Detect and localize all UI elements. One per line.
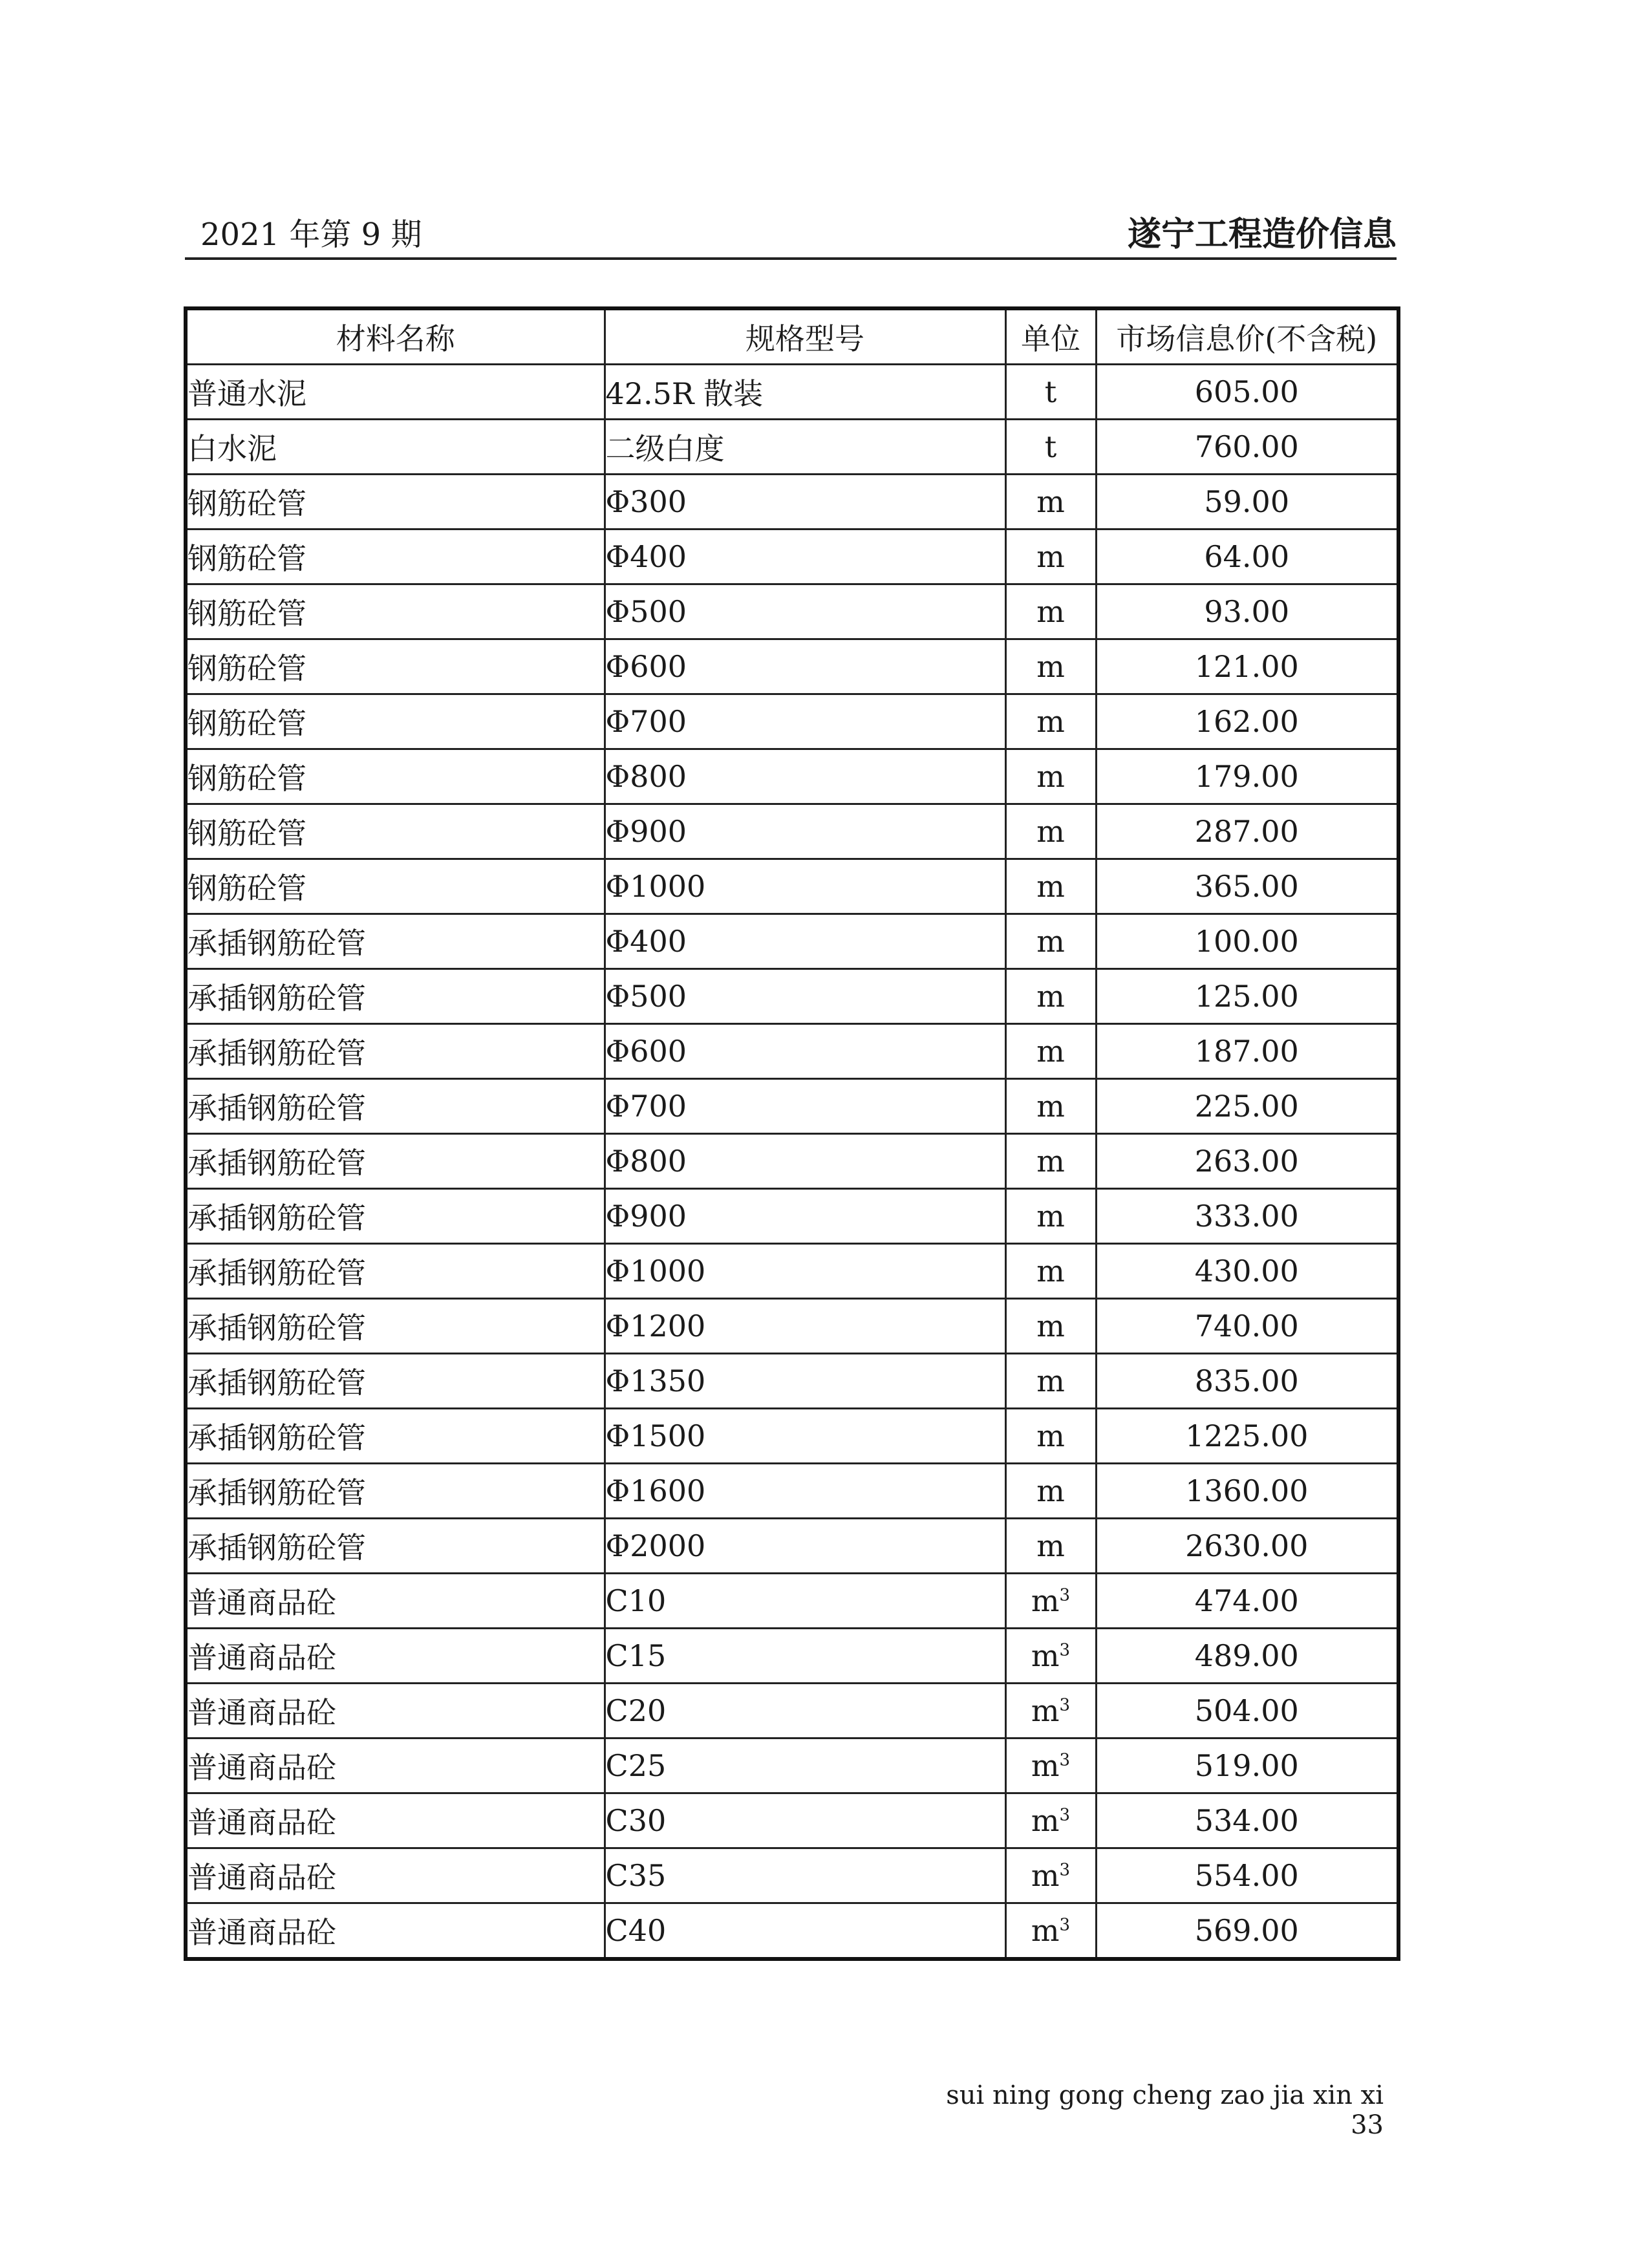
unit-superscript: 3 [1059,1750,1071,1770]
unit-text: m [1036,649,1065,684]
price-cell: 93.00 [1096,584,1398,639]
price-cell: 474.00 [1096,1574,1398,1629]
unit-cell [1005,639,1096,694]
unit-cell [1005,420,1096,475]
unit-cell [1005,1464,1096,1519]
table-row [186,1409,1398,1464]
table-row [186,1574,1398,1629]
spec-cell: Φ500 [605,969,1005,1024]
table-header-row [186,308,1398,365]
price-cell: 1225.00 [1096,1409,1398,1464]
spec-cell: Φ1350 [605,1354,1005,1409]
price-cell: 760.00 [1096,420,1398,475]
table-row [186,1354,1398,1409]
unit-text: m [1036,1254,1065,1289]
material-name-cell: 承插钢筋砼管 [186,1299,605,1354]
unit-superscript: 3 [1059,1695,1071,1715]
table-row [186,749,1398,804]
spec-cell: Φ600 [605,639,1005,694]
table-row [186,1244,1398,1299]
spec-cell: Φ800 [605,749,1005,804]
price-cell: 519.00 [1096,1738,1398,1793]
material-name-cell: 钢筋砼管 [186,639,605,694]
unit-cell [1005,859,1096,914]
unit-cell [1005,1903,1096,1960]
header-unit: 单位 [1005,308,1096,365]
table-row [186,1738,1398,1793]
price-cell: 605.00 [1096,365,1398,420]
spec-cell: Φ300 [605,475,1005,530]
table-row [186,1684,1398,1738]
table-row [186,914,1398,969]
material-name-cell: 钢筋砼管 [186,530,605,584]
unit-cell [1005,1024,1096,1079]
price-cell: 504.00 [1096,1684,1398,1738]
unit-superscript: 3 [1059,1585,1071,1605]
table-row [186,1629,1398,1684]
unit-cell [1005,1684,1096,1738]
table-row [186,639,1398,694]
table-row [186,420,1398,475]
unit-text: m [1036,979,1065,1014]
table-row [186,1848,1398,1903]
unit-text: m [1036,1089,1065,1124]
spec-cell: 二级白度 [605,420,1005,475]
table-row [186,804,1398,859]
spec-cell: Φ600 [605,1024,1005,1079]
material-name-cell: 白水泥 [186,420,605,475]
table-row [186,1464,1398,1519]
spec-cell: C10 [605,1574,1005,1629]
price-cell: 365.00 [1096,859,1398,914]
spec-cell: Φ400 [605,914,1005,969]
spec-cell: Φ700 [605,1079,1005,1134]
material-name-cell: 钢筋砼管 [186,694,605,749]
unit-superscript: 3 [1059,1805,1071,1825]
price-cell: 1360.00 [1096,1464,1398,1519]
page-footer: sui ning gong cheng zao jia xin xi 33 [946,2081,1384,2140]
unit-cell [1005,1134,1096,1189]
unit-cell [1005,749,1096,804]
price-cell: 121.00 [1096,639,1398,694]
price-cell: 2630.00 [1096,1519,1398,1574]
unit-text: m [1036,814,1065,849]
material-name-cell: 承插钢筋砼管 [186,1024,605,1079]
unit-cell [1005,1629,1096,1684]
unit-text: m [1031,1858,1060,1893]
unit-cell [1005,1354,1096,1409]
price-table [184,306,1400,1961]
material-name-cell: 承插钢筋砼管 [186,969,605,1024]
unit-cell [1005,1848,1096,1903]
table-row [186,475,1398,530]
header-price: 市场信息价(不含税) [1096,308,1398,365]
material-name-cell: 普通商品砼 [186,1738,605,1793]
spec-cell: Φ800 [605,1134,1005,1189]
spec-cell: Φ1200 [605,1299,1005,1354]
material-name-cell: 承插钢筋砼管 [186,1519,605,1574]
material-name-cell: 钢筋砼管 [186,859,605,914]
price-cell: 179.00 [1096,749,1398,804]
table-row [186,1189,1398,1244]
unit-text: m [1036,1418,1065,1453]
unit-text: m [1031,1638,1060,1673]
unit-cell [1005,1189,1096,1244]
unit-text: t [1044,374,1057,409]
spec-cell: Φ1000 [605,1244,1005,1299]
unit-cell [1005,969,1096,1024]
unit-cell [1005,475,1096,530]
spec-cell: Φ1500 [605,1409,1005,1464]
spec-cell: 42.5R 散装 [605,365,1005,420]
unit-cell [1005,1519,1096,1574]
unit-text: m [1036,704,1065,739]
material-name-cell: 普通商品砼 [186,1848,605,1903]
price-cell: 187.00 [1096,1024,1398,1079]
price-cell: 162.00 [1096,694,1398,749]
unit-cell [1005,1079,1096,1134]
unit-text: m [1036,1144,1065,1179]
price-cell: 534.00 [1096,1793,1398,1848]
unit-text: m [1036,1473,1065,1508]
table-row [186,859,1398,914]
table-body [186,365,1398,1960]
unit-cell [1005,530,1096,584]
unit-text: m [1036,1199,1065,1234]
unit-text: m [1036,1034,1065,1069]
unit-cell [1005,1409,1096,1464]
price-cell: 225.00 [1096,1079,1398,1134]
table-row [186,1903,1398,1960]
unit-text: m [1031,1913,1060,1948]
page-header [185,206,1397,260]
spec-cell: C40 [605,1903,1005,1960]
spec-cell: C30 [605,1793,1005,1848]
material-name-cell: 承插钢筋砼管 [186,1354,605,1409]
spec-cell: C20 [605,1684,1005,1738]
unit-cell [1005,1793,1096,1848]
unit-cell [1005,1738,1096,1793]
unit-superscript: 3 [1059,1860,1071,1880]
unit-cell [1005,804,1096,859]
spec-cell: Φ1000 [605,859,1005,914]
unit-text: m [1036,539,1065,574]
price-cell: 59.00 [1096,475,1398,530]
material-name-cell: 钢筋砼管 [186,584,605,639]
issue-label: 2021 年第 9 期 [200,217,422,253]
unit-cell [1005,1299,1096,1354]
unit-superscript: 3 [1059,1915,1071,1935]
material-name-cell: 承插钢筋砼管 [186,1079,605,1134]
material-name-cell: 普通商品砼 [186,1629,605,1684]
unit-text: m [1031,1583,1060,1618]
price-cell: 125.00 [1096,969,1398,1024]
unit-cell [1005,365,1096,420]
unit-text: m [1036,484,1065,519]
unit-text: m [1031,1748,1060,1783]
spec-cell: Φ500 [605,584,1005,639]
table-row [186,1134,1398,1189]
price-cell: 835.00 [1096,1354,1398,1409]
spec-cell: Φ900 [605,804,1005,859]
unit-text: t [1044,429,1057,464]
material-name-cell: 承插钢筋砼管 [186,1244,605,1299]
table-row [186,1793,1398,1848]
material-name-cell: 承插钢筋砼管 [186,1189,605,1244]
unit-cell [1005,1574,1096,1629]
unit-text: m [1036,1528,1065,1563]
unit-text: m [1036,594,1065,629]
price-cell: 554.00 [1096,1848,1398,1903]
unit-text: m [1036,869,1065,904]
price-cell: 263.00 [1096,1134,1398,1189]
unit-cell [1005,1244,1096,1299]
unit-cell [1005,694,1096,749]
spec-cell: Φ2000 [605,1519,1005,1574]
material-name-cell: 承插钢筋砼管 [186,1409,605,1464]
material-name-cell: 普通商品砼 [186,1903,605,1960]
material-name-cell: 钢筋砼管 [186,475,605,530]
material-name-cell: 普通水泥 [186,365,605,420]
price-cell: 430.00 [1096,1244,1398,1299]
material-name-cell: 承插钢筋砼管 [186,1464,605,1519]
price-cell: 287.00 [1096,804,1398,859]
header-material-name: 材料名称 [186,308,605,365]
unit-text: m [1031,1693,1060,1728]
unit-cell [1005,914,1096,969]
price-cell: 569.00 [1096,1903,1398,1960]
material-name-cell: 承插钢筋砼管 [186,914,605,969]
table-row [186,530,1398,584]
spec-cell: Φ400 [605,530,1005,584]
unit-text: m [1036,1309,1065,1343]
material-name-cell: 普通商品砼 [186,1793,605,1848]
spec-cell: C35 [605,1848,1005,1903]
price-cell: 64.00 [1096,530,1398,584]
unit-text: m [1036,759,1065,794]
price-cell: 740.00 [1096,1299,1398,1354]
table-row [186,1519,1398,1574]
price-cell: 333.00 [1096,1189,1398,1244]
spec-cell: Φ1600 [605,1464,1005,1519]
spec-cell: C15 [605,1629,1005,1684]
table-row [186,1299,1398,1354]
material-name-cell: 钢筋砼管 [186,804,605,859]
table-row [186,365,1398,420]
table-row [186,584,1398,639]
table-row [186,694,1398,749]
unit-cell [1005,584,1096,639]
table-row [186,969,1398,1024]
table-row [186,1024,1398,1079]
spec-cell: C25 [605,1738,1005,1793]
spec-cell: Φ900 [605,1189,1005,1244]
material-name-cell: 普通商品砼 [186,1684,605,1738]
unit-text: m [1031,1803,1060,1838]
unit-text: m [1036,924,1065,959]
publication-title: 遂宁工程造价信息 [1127,215,1397,254]
table-row [186,1079,1398,1134]
price-cell: 489.00 [1096,1629,1398,1684]
header-spec: 规格型号 [605,308,1005,365]
material-name-cell: 钢筋砼管 [186,749,605,804]
unit-superscript: 3 [1059,1640,1071,1660]
spec-cell: Φ700 [605,694,1005,749]
material-name-cell: 承插钢筋砼管 [186,1134,605,1189]
material-name-cell: 普通商品砼 [186,1574,605,1629]
price-cell: 100.00 [1096,914,1398,969]
unit-text: m [1036,1364,1065,1398]
